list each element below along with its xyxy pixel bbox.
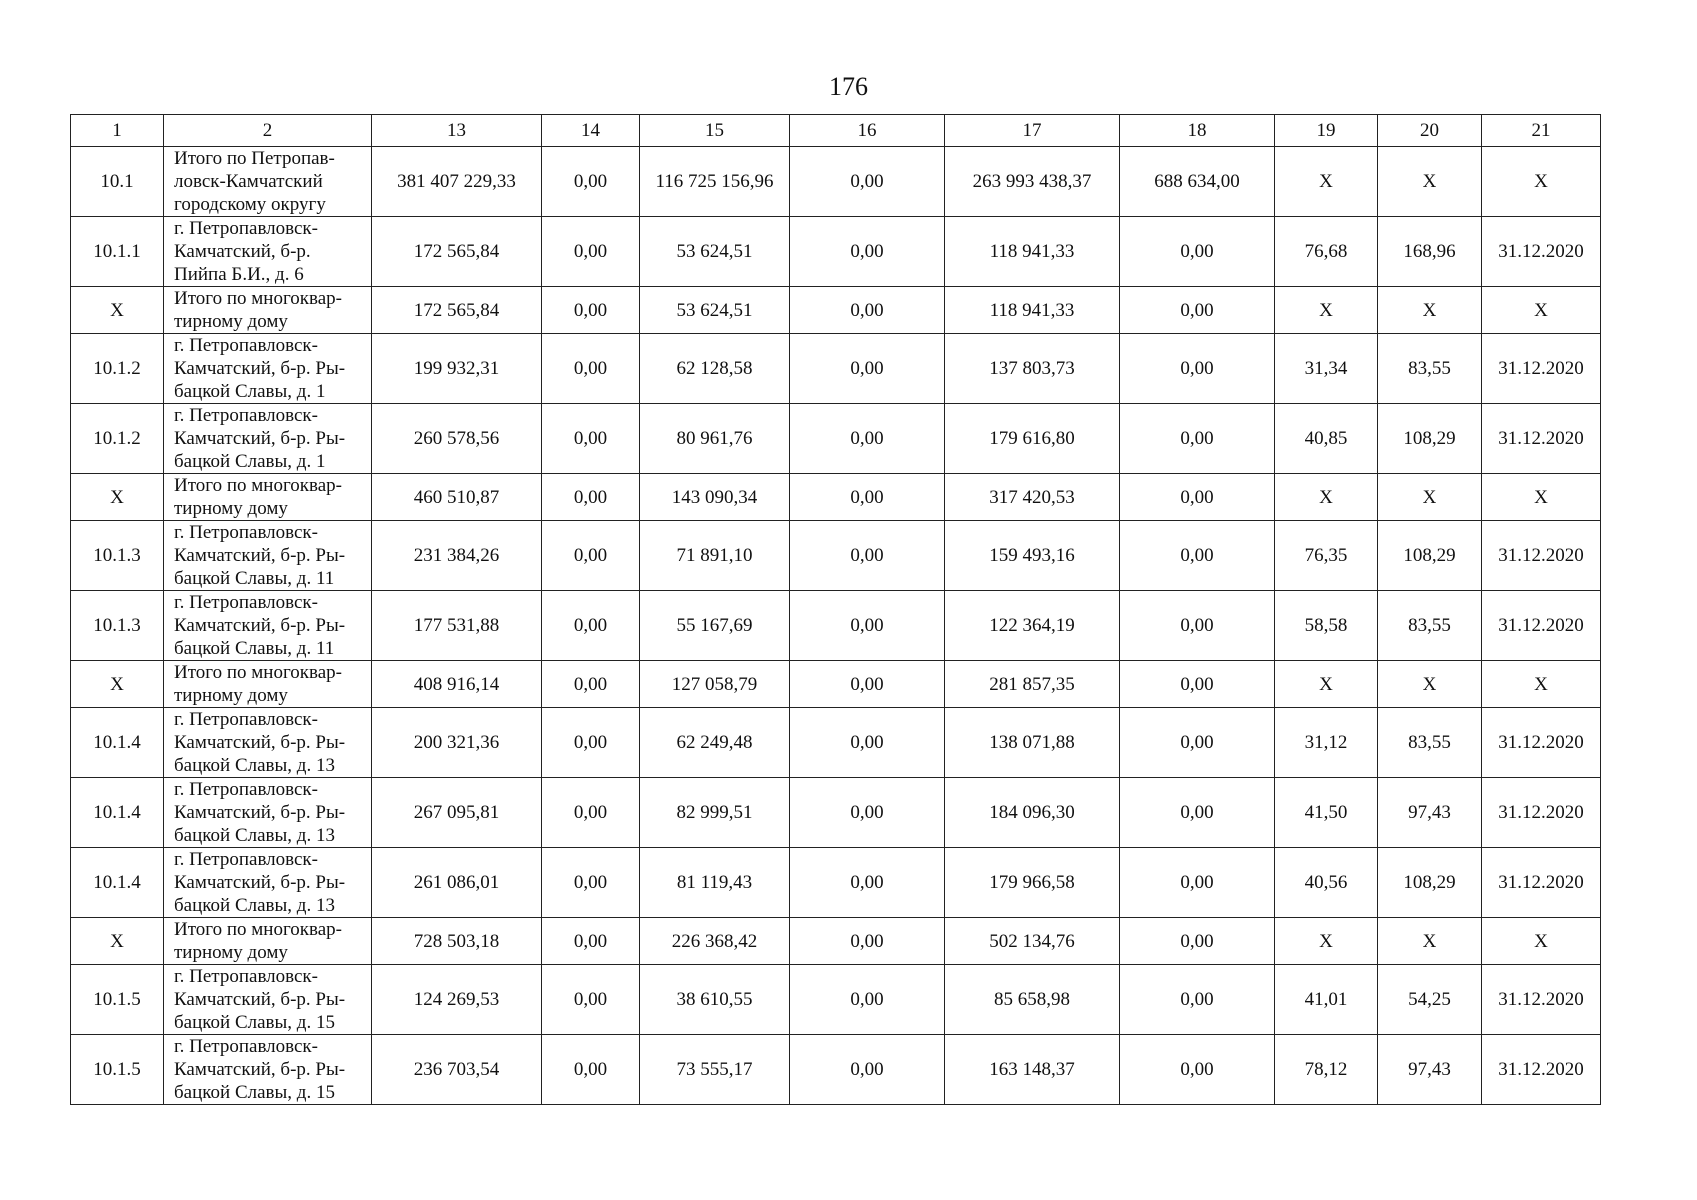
value-cell: 0,00 <box>542 147 640 217</box>
value-cell: 460 510,87 <box>372 474 542 521</box>
value-cell: 0,00 <box>1120 918 1275 965</box>
value-cell: 159 493,16 <box>945 521 1120 591</box>
value-cell: 0,00 <box>790 334 945 404</box>
value-cell: 85 658,98 <box>945 965 1120 1035</box>
value-cell: 31,12 <box>1275 708 1378 778</box>
column-header: 18 <box>1120 115 1275 147</box>
address-cell: г. Петропавловск- Камчатский, б-р. Ры- бацкой Славы, д. 1 <box>164 404 372 474</box>
value-cell: 31.12.2020 <box>1482 965 1601 1035</box>
page-number: 176 <box>829 72 868 101</box>
value-cell: 0,00 <box>790 965 945 1035</box>
value-cell: 200 321,36 <box>372 708 542 778</box>
address-cell: г. Петропавловск- Камчатский, б-р. Пийпа Б.И., д. 6 <box>164 217 372 287</box>
value-cell: 0,00 <box>790 661 945 708</box>
row-number-cell: X <box>71 918 164 965</box>
value-cell: 184 096,30 <box>945 778 1120 848</box>
value-cell: 138 071,88 <box>945 708 1120 778</box>
value-cell: X <box>1275 287 1378 334</box>
value-cell: 76,35 <box>1275 521 1378 591</box>
value-cell: 0,00 <box>542 708 640 778</box>
value-cell: 143 090,34 <box>640 474 790 521</box>
value-cell: 317 420,53 <box>945 474 1120 521</box>
value-cell: 31.12.2020 <box>1482 591 1601 661</box>
value-cell: 267 095,81 <box>372 778 542 848</box>
table-row <box>71 404 1601 474</box>
value-cell: 0,00 <box>790 778 945 848</box>
address-cell: Итого по многоквар- тирному дому <box>164 474 372 521</box>
value-cell: 0,00 <box>542 474 640 521</box>
address-cell: г. Петропавловск- Камчатский, б-р. Ры- бацкой Славы, д. 11 <box>164 521 372 591</box>
value-cell: X <box>1482 661 1601 708</box>
table-row <box>71 287 1601 334</box>
value-cell: 38 610,55 <box>640 965 790 1035</box>
value-cell: 260 578,56 <box>372 404 542 474</box>
value-cell: 118 941,33 <box>945 217 1120 287</box>
row-number-cell: 10.1 <box>71 147 164 217</box>
value-cell: 0,00 <box>542 404 640 474</box>
address-cell: г. Петропавловск- Камчатский, б-р. Ры- бацкой Славы, д. 13 <box>164 778 372 848</box>
value-cell: 40,85 <box>1275 404 1378 474</box>
value-cell: 381 407 229,33 <box>372 147 542 217</box>
row-number-cell: 10.1.1 <box>71 217 164 287</box>
row-number-cell: X <box>71 287 164 334</box>
value-cell: 73 555,17 <box>640 1035 790 1105</box>
value-cell: 71 891,10 <box>640 521 790 591</box>
table-row <box>71 474 1601 521</box>
value-cell: 0,00 <box>1120 404 1275 474</box>
value-cell: 81 119,43 <box>640 848 790 918</box>
value-cell: 76,68 <box>1275 217 1378 287</box>
value-cell: 199 932,31 <box>372 334 542 404</box>
column-header: 21 <box>1482 115 1601 147</box>
row-number-cell: 10.1.3 <box>71 591 164 661</box>
column-header: 17 <box>945 115 1120 147</box>
value-cell: 31.12.2020 <box>1482 708 1601 778</box>
value-cell: 122 364,19 <box>945 591 1120 661</box>
row-number-cell: 10.1.2 <box>71 404 164 474</box>
value-cell: 108,29 <box>1378 521 1482 591</box>
value-cell: 0,00 <box>1120 848 1275 918</box>
value-cell: X <box>1482 918 1601 965</box>
value-cell: 0,00 <box>1120 778 1275 848</box>
value-cell: 0,00 <box>542 848 640 918</box>
value-cell: 261 086,01 <box>372 848 542 918</box>
address-cell: Итого по Петропав- ловск-Камчатский городскому округу <box>164 147 372 217</box>
value-cell: X <box>1378 147 1482 217</box>
data-table <box>70 114 1601 1105</box>
value-cell: 172 565,84 <box>372 287 542 334</box>
value-cell: 0,00 <box>1120 217 1275 287</box>
value-cell: 0,00 <box>542 591 640 661</box>
value-cell: 168,96 <box>1378 217 1482 287</box>
address-cell: г. Петропавловск- Камчатский, б-р. Ры- бацкой Славы, д. 11 <box>164 591 372 661</box>
value-cell: 0,00 <box>1120 521 1275 591</box>
value-cell: 0,00 <box>542 965 640 1035</box>
value-cell: 53 624,51 <box>640 287 790 334</box>
value-cell: 62 128,58 <box>640 334 790 404</box>
value-cell: 172 565,84 <box>372 217 542 287</box>
value-cell: 0,00 <box>790 918 945 965</box>
value-cell: 179 616,80 <box>945 404 1120 474</box>
table-row <box>71 708 1601 778</box>
value-cell: 31.12.2020 <box>1482 848 1601 918</box>
value-cell: 118 941,33 <box>945 287 1120 334</box>
value-cell: X <box>1378 287 1482 334</box>
value-cell: 0,00 <box>790 147 945 217</box>
row-number-cell: X <box>71 474 164 521</box>
value-cell: 0,00 <box>542 217 640 287</box>
value-cell: 177 531,88 <box>372 591 542 661</box>
value-cell: X <box>1275 147 1378 217</box>
value-cell: 41,50 <box>1275 778 1378 848</box>
value-cell: 502 134,76 <box>945 918 1120 965</box>
value-cell: 83,55 <box>1378 334 1482 404</box>
value-cell: 116 725 156,96 <box>640 147 790 217</box>
value-cell: 281 857,35 <box>945 661 1120 708</box>
table-row <box>71 147 1601 217</box>
value-cell: 83,55 <box>1378 708 1482 778</box>
value-cell: X <box>1275 661 1378 708</box>
value-cell: 31.12.2020 <box>1482 404 1601 474</box>
value-cell: X <box>1378 918 1482 965</box>
row-number-cell: 10.1.2 <box>71 334 164 404</box>
table-row <box>71 1035 1601 1105</box>
value-cell: 0,00 <box>1120 661 1275 708</box>
value-cell: X <box>1275 474 1378 521</box>
value-cell: 408 916,14 <box>372 661 542 708</box>
value-cell: 231 384,26 <box>372 521 542 591</box>
value-cell: 0,00 <box>1120 591 1275 661</box>
value-cell: 78,12 <box>1275 1035 1378 1105</box>
table-body <box>71 147 1601 1105</box>
header-row <box>71 115 1601 147</box>
value-cell: 0,00 <box>1120 287 1275 334</box>
table-row <box>71 334 1601 404</box>
value-cell: X <box>1482 474 1601 521</box>
value-cell: 127 058,79 <box>640 661 790 708</box>
value-cell: 31.12.2020 <box>1482 778 1601 848</box>
value-cell: 0,00 <box>542 334 640 404</box>
value-cell: 137 803,73 <box>945 334 1120 404</box>
table-row <box>71 591 1601 661</box>
table-row <box>71 848 1601 918</box>
value-cell: 0,00 <box>542 661 640 708</box>
address-cell: Итого по многоквар- тирному дому <box>164 918 372 965</box>
column-header: 20 <box>1378 115 1482 147</box>
value-cell: 31.12.2020 <box>1482 217 1601 287</box>
value-cell: 263 993 438,37 <box>945 147 1120 217</box>
value-cell: 31,34 <box>1275 334 1378 404</box>
value-cell: 0,00 <box>542 287 640 334</box>
value-cell: 0,00 <box>790 474 945 521</box>
row-number-cell: 10.1.5 <box>71 965 164 1035</box>
column-header: 16 <box>790 115 945 147</box>
value-cell: 80 961,76 <box>640 404 790 474</box>
row-number-cell: 10.1.4 <box>71 708 164 778</box>
value-cell: 0,00 <box>790 217 945 287</box>
value-cell: 0,00 <box>542 778 640 848</box>
address-cell: г. Петропавловск- Камчатский, б-р. Ры- бацкой Славы, д. 15 <box>164 1035 372 1105</box>
value-cell: X <box>1482 147 1601 217</box>
value-cell: X <box>1378 661 1482 708</box>
value-cell: X <box>1275 918 1378 965</box>
row-number-cell: X <box>71 661 164 708</box>
value-cell: 0,00 <box>790 1035 945 1105</box>
value-cell: 108,29 <box>1378 848 1482 918</box>
value-cell: X <box>1378 474 1482 521</box>
value-cell: 0,00 <box>790 404 945 474</box>
column-header: 15 <box>640 115 790 147</box>
value-cell: 0,00 <box>542 918 640 965</box>
value-cell: 62 249,48 <box>640 708 790 778</box>
table-row <box>71 661 1601 708</box>
column-header: 19 <box>1275 115 1378 147</box>
table-row <box>71 778 1601 848</box>
value-cell: 97,43 <box>1378 778 1482 848</box>
value-cell: 40,56 <box>1275 848 1378 918</box>
value-cell: 0,00 <box>790 708 945 778</box>
table-header <box>71 115 1601 147</box>
value-cell: 0,00 <box>1120 708 1275 778</box>
value-cell: 0,00 <box>790 591 945 661</box>
value-cell: 728 503,18 <box>372 918 542 965</box>
value-cell: 688 634,00 <box>1120 147 1275 217</box>
column-header: 14 <box>542 115 640 147</box>
row-number-cell: 10.1.4 <box>71 848 164 918</box>
value-cell: 108,29 <box>1378 404 1482 474</box>
row-number-cell: 10.1.5 <box>71 1035 164 1105</box>
value-cell: 179 966,58 <box>945 848 1120 918</box>
value-cell: 54,25 <box>1378 965 1482 1035</box>
value-cell: 0,00 <box>1120 474 1275 521</box>
value-cell: 0,00 <box>1120 334 1275 404</box>
address-cell: Итого по многоквар- тирному дому <box>164 287 372 334</box>
value-cell: 31.12.2020 <box>1482 1035 1601 1105</box>
table-row <box>71 217 1601 287</box>
value-cell: 83,55 <box>1378 591 1482 661</box>
column-header: 13 <box>372 115 542 147</box>
value-cell: 0,00 <box>1120 965 1275 1035</box>
address-cell: Итого по многоквар- тирному дому <box>164 661 372 708</box>
column-header: 1 <box>71 115 164 147</box>
table-row <box>71 521 1601 591</box>
value-cell: 163 148,37 <box>945 1035 1120 1105</box>
value-cell: 0,00 <box>542 1035 640 1105</box>
value-cell: X <box>1482 287 1601 334</box>
row-number-cell: 10.1.3 <box>71 521 164 591</box>
table-row <box>71 965 1601 1035</box>
table-row <box>71 918 1601 965</box>
value-cell: 0,00 <box>790 521 945 591</box>
value-cell: 55 167,69 <box>640 591 790 661</box>
value-cell: 124 269,53 <box>372 965 542 1035</box>
value-cell: 31.12.2020 <box>1482 521 1601 591</box>
value-cell: 58,58 <box>1275 591 1378 661</box>
address-cell: г. Петропавловск- Камчатский, б-р. Ры- бацкой Славы, д. 13 <box>164 708 372 778</box>
value-cell: 0,00 <box>1120 1035 1275 1105</box>
value-cell: 82 999,51 <box>640 778 790 848</box>
address-cell: г. Петропавловск- Камчатский, б-р. Ры- бацкой Славы, д. 1 <box>164 334 372 404</box>
address-cell: г. Петропавловск- Камчатский, б-р. Ры- бацкой Славы, д. 13 <box>164 848 372 918</box>
value-cell: 41,01 <box>1275 965 1378 1035</box>
row-number-cell: 10.1.4 <box>71 778 164 848</box>
value-cell: 53 624,51 <box>640 217 790 287</box>
value-cell: 97,43 <box>1378 1035 1482 1105</box>
value-cell: 236 703,54 <box>372 1035 542 1105</box>
address-cell: г. Петропавловск- Камчатский, б-р. Ры- бацкой Славы, д. 15 <box>164 965 372 1035</box>
value-cell: 0,00 <box>790 287 945 334</box>
value-cell: 31.12.2020 <box>1482 334 1601 404</box>
value-cell: 0,00 <box>542 521 640 591</box>
value-cell: 0,00 <box>790 848 945 918</box>
value-cell: 226 368,42 <box>640 918 790 965</box>
column-header: 2 <box>164 115 372 147</box>
